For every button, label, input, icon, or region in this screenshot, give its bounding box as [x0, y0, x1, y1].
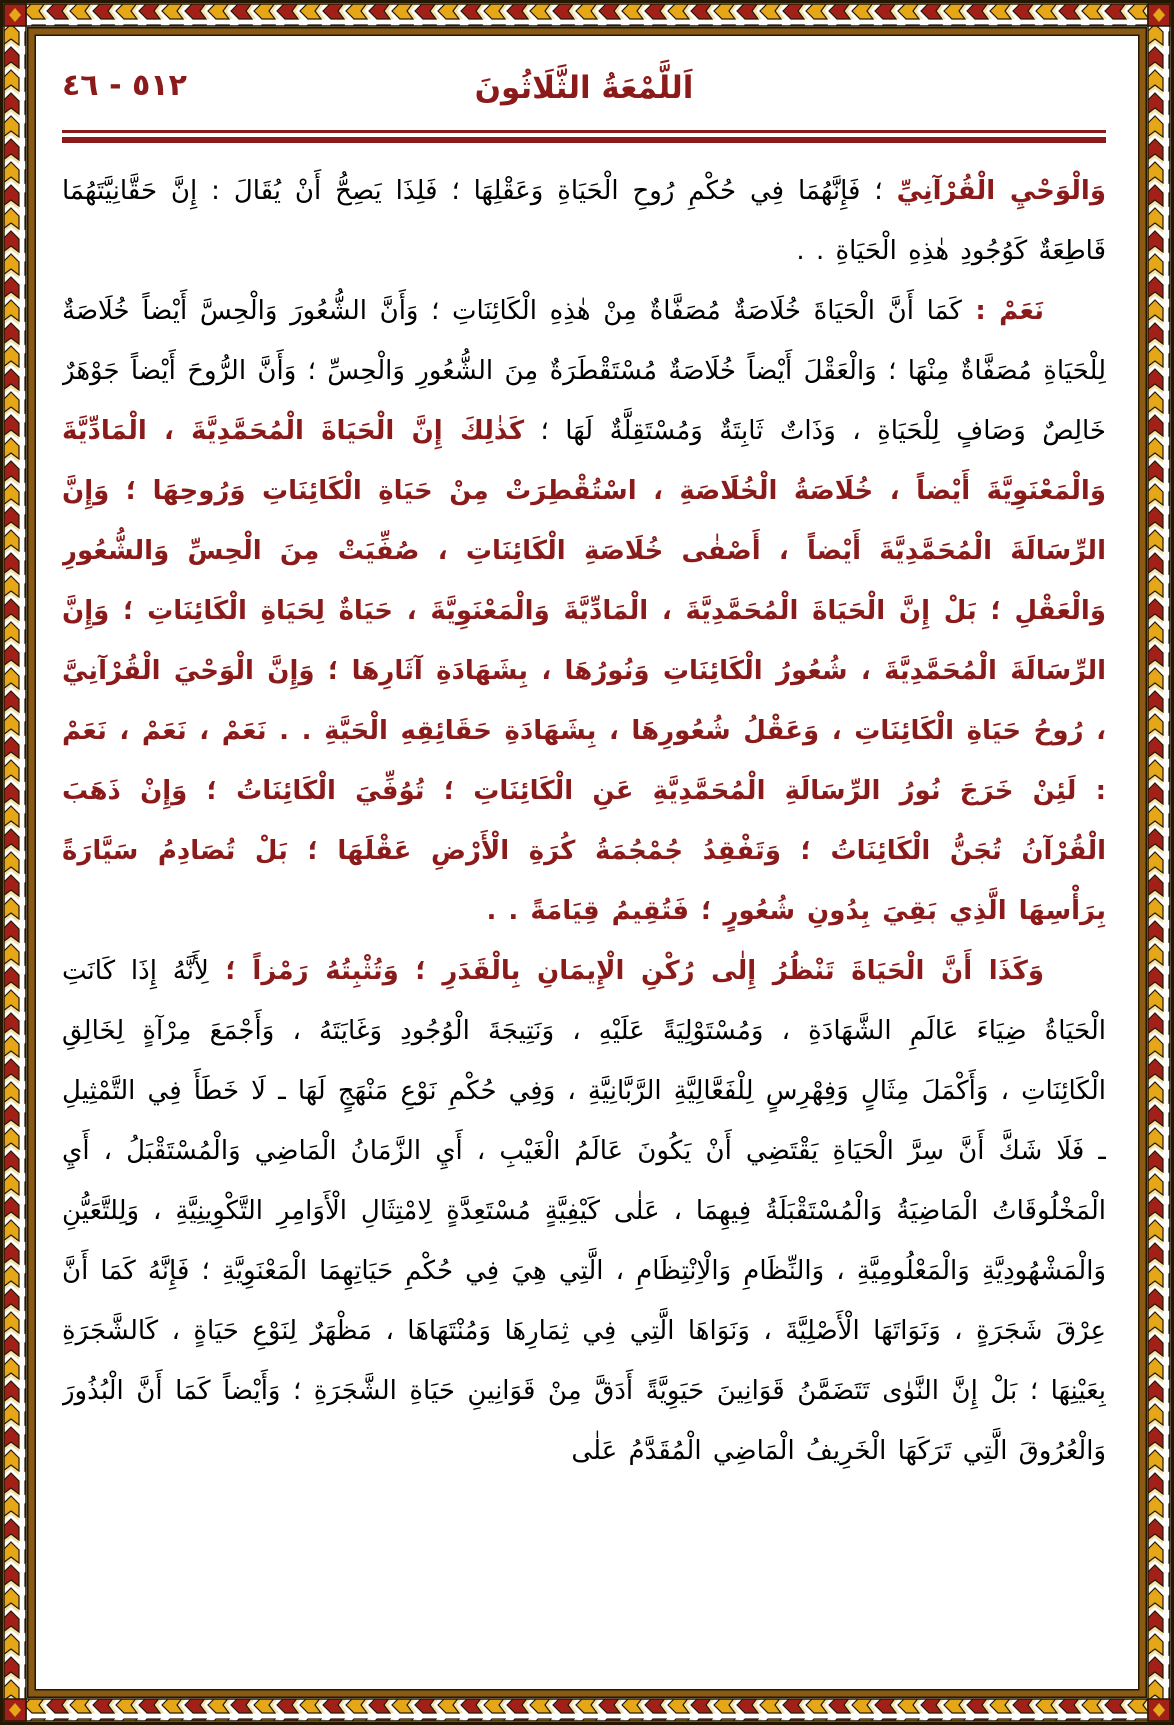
- page-header: [62, 52, 1106, 130]
- body-paragraph: [62, 161, 1106, 281]
- body-paragraph: [62, 941, 1106, 1481]
- page-title: اَللَّمْعَةُ الثَّلَاثُونَ: [474, 70, 694, 106]
- page-number: ٥١٢ - ٤٦: [62, 68, 187, 103]
- body-paragraph: [62, 281, 1106, 941]
- text-segment: ؛ فَإِنَّهُمَا فِي حُكْمِ رُوحِ الْحَيَاةِ وَعَقْلِهَا ؛ فَلِذَا يَصِحُّ أَنْ يُقَالَ : إِنَّ حَقَّانِيَّتَهُمَا قَاطِعَةٌ كَوُجُودِ هٰذِهِ الْحَيَاةِ . .: [62, 176, 1106, 266]
- page-content: [62, 52, 1106, 1683]
- header-divider-rule: [62, 130, 1106, 143]
- text-segment-red: نَعَمْ :: [961, 296, 1044, 326]
- text-segment-red: كَذٰلِكَ إِنَّ الْحَيَاةَ الْمُحَمَّدِيَّةَ ، الْمَادِّيَّةَ وَالْمَعْنَوِيَّةَ أَيْضاً ، خُلَاصَةُ الْخُلَاصَةِ ، اسْتُقْطِرَتْ مِنْ حَيَاةِ الْكَائِنَاتِ وَرُوحِهَا ؛ وَإِنَّ الرِّسَالَةَ الْمُحَمَّدِيَّةَ أَيْضاً ، أَصْفٰى خُلَاصَةِ الْكَائِنَاتِ ، صُفِّيَتْ مِنَ الْحِسِّ وَالشُّعُورِ وَالْعَقْلِ ؛ بَلْ إِنَّ الْحَيَاةَ الْمُحَمَّدِيَّةَ ، الْمَادِّيَّةَ وَالْمَعْنَوِيَّةَ ، حَيَاةٌ لِحَيَاةِ الْكَائِنَاتِ ؛ وَإِنَّ الرِّسَالَةَ الْمُحَمَّدِيَّةَ ، شُعُورُ الْكَائِنَاتِ وَنُورُهَا ، بِشَهَادَةِ آثَارِهَا ؛ وَإِنَّ الْوَحْيَ الْقُرْآنِيَّ ، رُوحُ حَيَاةِ الْكَائِنَاتِ ، وَعَقْلُ شُعُورِهَا ، بِشَهَادَةِ حَقَائِقِهِ الْحَيَّةِ . . نَعَمْ ، نَعَمْ ، نَعَمْ : لَئِنْ خَرَجَ نُورُ الرِّسَالَةِ الْمُحَمَّدِيَّةِ عَنِ الْكَائِنَاتِ ؛ تُوُفِّيَ الْكَائِنَاتُ ؛ وَإِنْ ذَهَبَ الْقُرْآنُ تُجَنُّ الْكَائِنَاتُ ؛ وَتَفْقِدُ جُمْجُمَةُ كُرَةِ الْأَرْضِ عَقْلَهَا ؛ بَلْ تُصَادِمُ سَيَّارَةً بِرَأْسِهَا الَّذِي بَقِيَ بِدُونِ شُعُورٍ ؛ فَتُقِيمُ قِيَامَةً . .: [62, 416, 1106, 926]
- text-segment: كَمَا أَنَّ الْحَيَاةَ خُلَاصَةٌ مُصَفَّاةٌ مِنْ هٰذِهِ الْكَائِنَاتِ ؛ وَأَنَّ الشُّعُورَ وَالْحِسَّ أَيْضاً خُلَاصَةٌ لِلْحَيَاةِ مُصَفَّاةٌ مِنْهَا ؛ وَالْعَقْلَ أَيْضاً خُلَاصَةٌ مُسْتَقْطَرَةٌ مِنَ الشُّعُورِ وَالْحِسِّ ؛ وَأَنَّ الرُّوحَ أَيْضاً جَوْهَرٌ خَالِصٌ وَصَافٍ لِلْحَيَاةِ ، وَذَاتٌ ثَابِتَةٌ وَمُسْتَقِلَّةٌ لَهَا ؛: [62, 296, 1106, 446]
- text-segment-red: وَكَذَا أَنَّ الْحَيَاةَ تَنْظُرُ إِلٰى رُكْنِ الْإِيمَانِ بِالْقَدَرِ ؛ وَتُثْبِتُهُ رَمْزاً ؛: [208, 956, 1044, 986]
- text-segment-red: وَالْوَحْيِ الْقُرْآنِيِّ: [896, 176, 1106, 206]
- body-text: [62, 161, 1106, 1481]
- text-segment: لِأَنَّهُ إِذَا كَانَتِ الْحَيَاةُ ضِيَاءَ عَالَمِ الشَّهَادَةِ ، وَمُسْتَوْلِيَةً عَلَيْهِ ، وَنَتِيجَةَ الْوُجُودِ وَغَايَتَهُ ، وَأَجْمَعَ مِرْآةٍ لِخَالِقِ الْكَائِنَاتِ ، وَأَكْمَلَ مِثَالٍ وَفِهْرِسٍ لِلْفَعَّالِيَّةِ الرَّبَّانِيَّةِ ، وَفِي حُكْمِ نَوْعِ مَنْهَجٍ لَهَا ـ لَا خَطَأَ فِي التَّمْثِيلِ ـ فَلَا شَكَّ أَنَّ سِرَّ الْحَيَاةِ يَقْتَضِي أَنْ يَكُونَ عَالَمُ الْغَيْبِ ، أَيِ الزَّمَانُ الْمَاضِي وَالْمُسْتَقْبَلُ ، أَيِ الْمَخْلُوقَاتُ الْمَاضِيَةُ وَالْمُسْتَقْبَلَةُ فِيهِمَا ، عَلٰى كَيْفِيَّةٍ مُسْتَعِدَّةٍ لِامْتِثَالِ الْأَوَامِرِ التَّكْوِينِيَّةِ ، وَلِلتَّعَيُّنِ وَالْمَشْهُودِيَّةِ وَالْمَعْلُومِيَّةِ ، وَالنِّظَامِ وَالْاِنْتِظَامِ ، الَّتِي هِيَ فِي حُكْمِ حَيَاتِهِمَا الْمَعْنَوِيَّةِ ؛ فَإِنَّهُ كَمَا أَنَّ عِرْقَ شَجَرَةٍ ، وَنَوَاتَهَا الْأَصْلِيَّةَ ، وَنَوَاهَا الَّتِي فِي ثِمَارِهَا وَمُنْتَهَاهَا ، مَظْهَرٌ لِنَوْعِ حَيَاةٍ ، كَالشَّجَرَةِ بِعَيْنِهَا ؛ بَلْ إِنَّ النَّوٰى تَتَضَمَّنُ قَوَانِينَ حَيَوِيَّةً أَدَقَّ مِنْ قَوَانِينِ حَيَاةِ الشَّجَرَةِ ؛ وَأَيْضاً كَمَا أَنَّ الْبُذُورَ وَالْعُرُوقَ الَّتِي تَرَكَهَا الْخَرِيفُ الْمَاضِي الْمُقَدَّمُ عَلٰى: [62, 956, 1106, 1466]
